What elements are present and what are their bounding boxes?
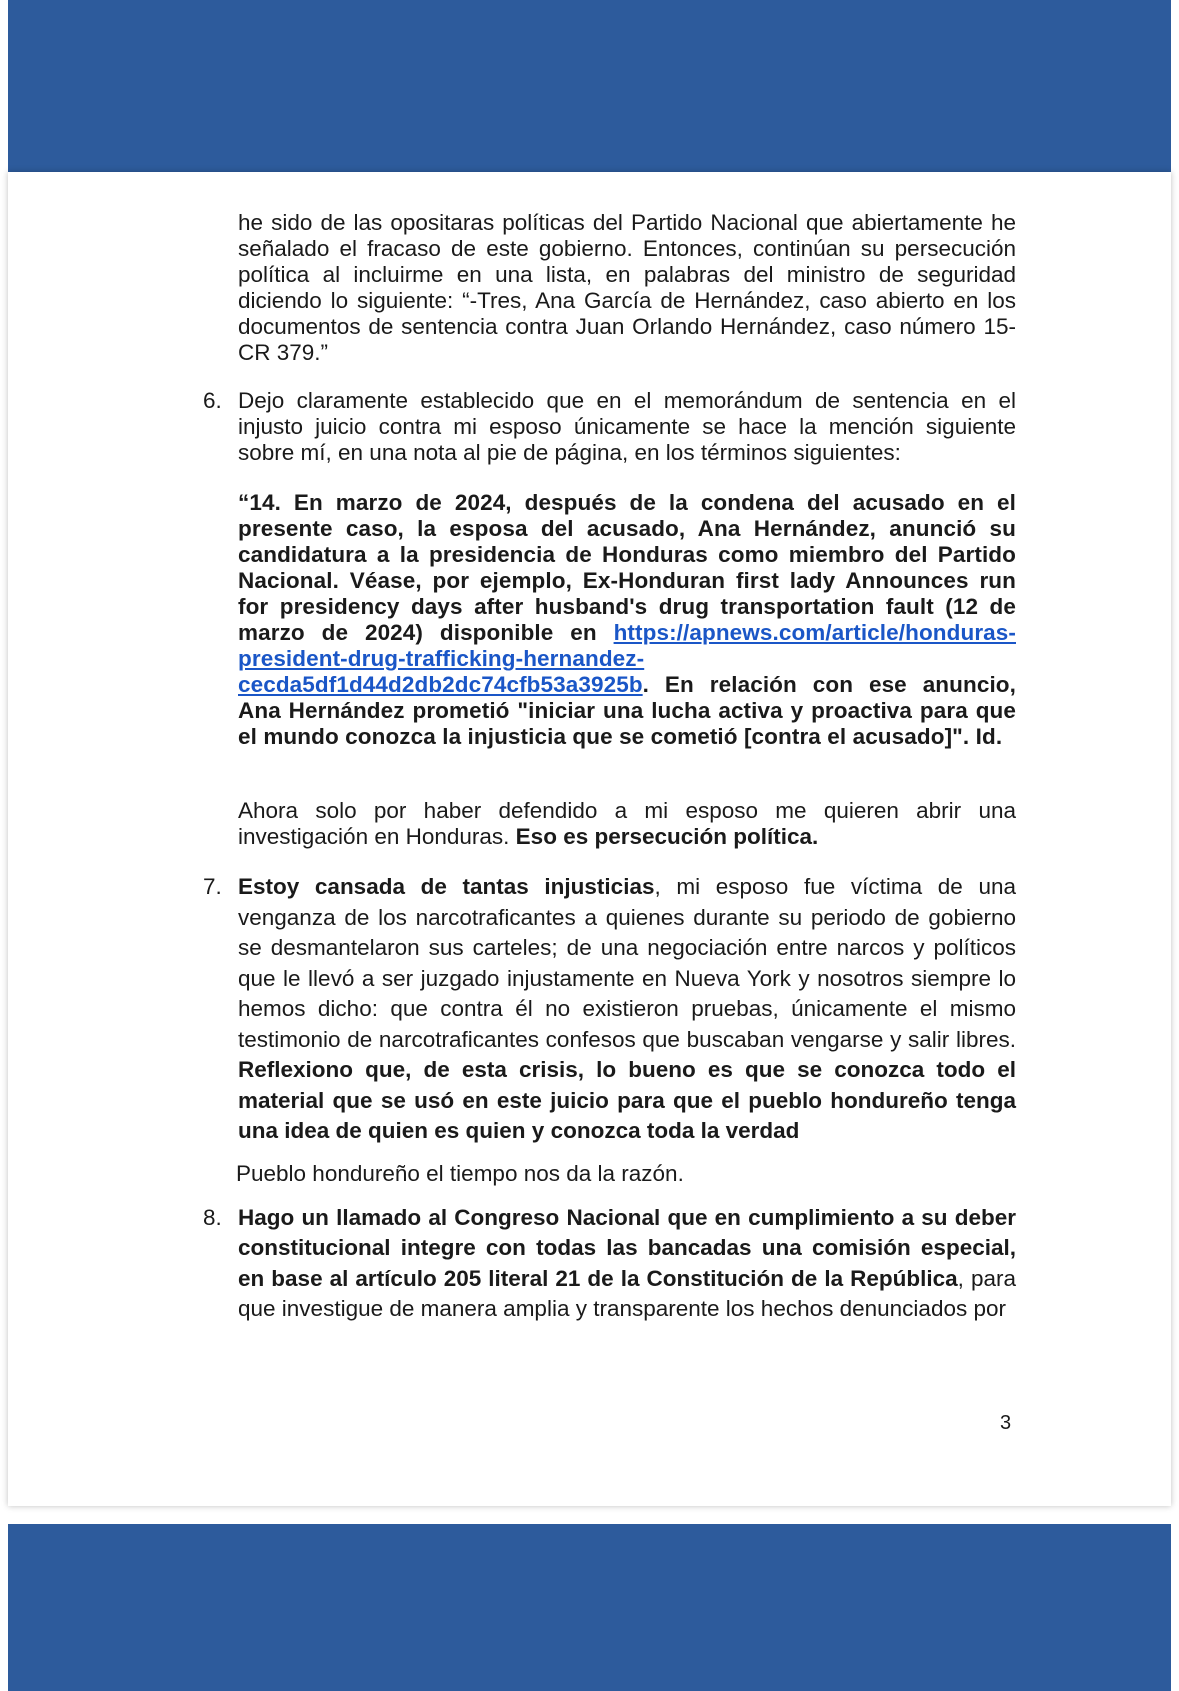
apnews-link[interactable]: https://apnews.com/article/honduras-president-drug-trafficking-hernandez-cecda5df1d44d2db2dc74cfb53a3925b [238,620,1016,697]
page-content [203,210,1017,1325]
list-item-7 [203,872,1017,1187]
bottom-blue-band [8,1524,1171,1691]
top-blue-band [8,0,1171,172]
page-number: 3 [1000,1412,1012,1434]
item-8-bold-start: Hago un llamado al Congreso Nacional que en cumplimiento a su deber constitucional integre con todas las bancadas una comisión especial, en base al artículo 205 literal 21 de la Constitución de la República [238,1204,1016,1291]
item-8-text [238,1203,1016,1325]
item-7-bold-end: Reflexiono que, de esta crisis, lo bueno es que se conozca todo el material que se usó en este juicio para que el pueblo hondureño tenga una idea de quien es quien y conozca toda la verdad [238,1057,1016,1143]
list-item-8 [203,1203,1016,1325]
document-page [8,172,1171,1506]
item-6-conclusion [238,798,1016,850]
item-7-bold-start: Estoy cansada de tantas injusticias [238,874,655,899]
continued-paragraph: he sido de las opositaras políticas del Partido Nacional que abiertamente he señalado el fracaso de este gobierno. Entonces, continúan su persecución política al incluirme en una lista, en palabras del ministro de seguridad diciendo lo siguiente: “-Tres, Ana García de Hernández, caso abierto en los documentos de sentencia contra Juan Orlando Hernández, caso número 15-CR 379.” [238,210,1016,365]
conclusion-bold: Eso es persecución política. [515,824,819,849]
conclusion-text: Ahora solo por haber defendido a mi esposo me quieren abrir una investigación en Honduras. [238,798,1016,849]
item-number: 8. [203,1204,222,1230]
item-7-text [238,872,1016,1147]
list-item-6 [203,388,1016,850]
quote-text-start: “14. En marzo de 2024, después de la condena del acusado en el presente caso, la esposa del acusado, Ana Hernández, anunció su candidatura a la presidencia de Honduras como miembro del Partido Nacional. Véase, por ejemplo, Ex-Honduran first lady Announces run for presidency days after husband's drug transportation fault (12 de marzo de 2024) disponible en [238,490,1016,645]
footnote-quote [238,490,1016,750]
item-number: 7. [203,874,222,899]
item-number: 6. [203,388,222,413]
item-8-body: , para que investigue de manera amplia y transparente los hechos denunciados por [238,1265,1016,1321]
item-7-closing: Pueblo hondureño el tiempo nos da la razón. [236,1160,684,1186]
quote-text-end: . En relación con ese anuncio, Ana Hernández prometió "iniciar una lucha activa y proactiva para que el mundo conozca la injusticia que se cometió [contra el acusado]". Id. [238,672,1016,749]
item-6-text: Dejo claramente establecido que en el memorándum de sentencia en el injusto juicio contra mi esposo únicamente se hace la mención siguiente sobre mí, en una nota al pie de página, en los términos siguientes: [238,388,1016,465]
item-7-body: , mi esposo fue víctima de una venganza de los narcotraficantes a quienes durante su periodo de gobierno se desmantelaron sus carteles; de una negociación entre narcos y políticos que le llevó a ser juzgado injustamente en Nueva York y nosotros siempre lo hemos dicho: que contra él no existieron pruebas, únicamente el mismo testimonio de narcotraficantes confesos que buscaban vengarse y salir libres. [238,874,1017,1052]
